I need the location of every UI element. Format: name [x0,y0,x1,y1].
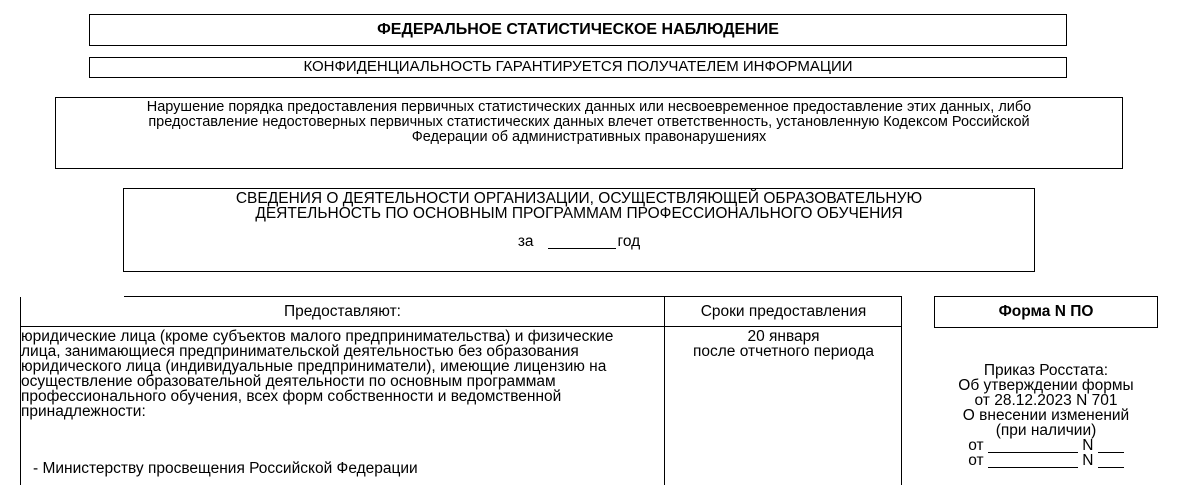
header-submitters: Предоставляют: [283,303,401,320]
amendment-date-field[interactable] [988,439,1078,453]
confidentiality-notice: КОНФИДЕНЦИАЛЬНОСТЬ ГАРАНТИРУЕТСЯ ПОЛУЧАТЕЛЕМ ИНФОРМАЦИИ [89,57,1067,78]
submitters-description [21,329,664,419]
warning-line-3: Федерации об административных правонарушениях [411,129,767,145]
deadline-note: после отчетного периода [692,343,875,360]
amendment-number-field[interactable] [1098,454,1124,468]
deadline-cell [665,329,902,359]
submitters-line: юридического лица (индивидуальные предприниматели), имеющие лицензию на [21,358,607,375]
amendment-row [934,438,1158,453]
warning-line-1: Нарушение порядка предоставления первичных статистических данных или несвоевременное предоставление этих данных, либо [146,99,1032,115]
report-title-box [123,188,1035,272]
amendment-from-label: от [968,452,984,469]
amendment-number-label: N [1082,437,1094,454]
report-period [124,234,1034,249]
period-prefix: за [517,233,534,250]
header-deadline: Сроки предоставления [700,303,867,320]
report-title-line-2: ДЕЯТЕЛЬНОСТЬ ПО ОСНОВНЫМ ПРОГРАММАМ ПРОФЕССИОНАЛЬНОГО ОБУЧЕНИЯ [255,205,903,222]
amendment-date-field[interactable] [988,454,1078,468]
submitters-table [20,296,902,485]
amendment-row [934,453,1158,468]
warning-line-2: предоставление недостоверных первичных статистических данных влечет ответственность, установленную Кодексом Российской [148,114,1030,130]
period-year-field[interactable] [548,234,616,249]
period-suffix: год [617,233,641,250]
submitters-line: принадлежности: [21,403,146,420]
form-name: Форма N ПО [934,296,1158,328]
amendment-number-label: N [1082,452,1094,469]
survey-title: ФЕДЕРАЛЬНОЕ СТАТИСТИЧЕСКОЕ НАБЛЮДЕНИЕ [89,14,1067,46]
order-line-3: от 28.12.2023 N 701 [974,392,1118,409]
submitters-line: профессионального обучения, всех форм собственности и ведомственной [21,388,562,405]
order-line-1: Приказ Росстата: [983,362,1109,379]
submitters-line: юридические лица (кроме субъектов малого предпринимательства) и физические [21,328,614,345]
header-row-divider [21,326,901,327]
recipient-ministry: - Министерству просвещения Российской Федерации [33,460,418,477]
amendment-number-field[interactable] [1098,439,1124,453]
order-line-2: Об утверждении формы [958,377,1134,394]
submitters-line: осуществление образовательной деятельности по основным программам [21,373,556,390]
order-line-4: О внесении изменений [962,407,1130,424]
submitters-line: лица, занимающиеся предпринимательской деятельностью без образования [21,343,579,360]
liability-warning [55,97,1123,169]
rosstat-order [934,363,1158,468]
amendment-from-label: от [968,437,984,454]
report-title-line-1: СВЕДЕНИЯ О ДЕЯТЕЛЬНОСТИ ОРГАНИЗАЦИИ, ОСУЩЕСТВЛЯЮЩЕЙ ОБРАЗОВАТЕЛЬНУЮ [235,190,923,207]
order-line-5: (при наличии) [995,422,1097,439]
deadline-date: 20 января [747,328,820,345]
